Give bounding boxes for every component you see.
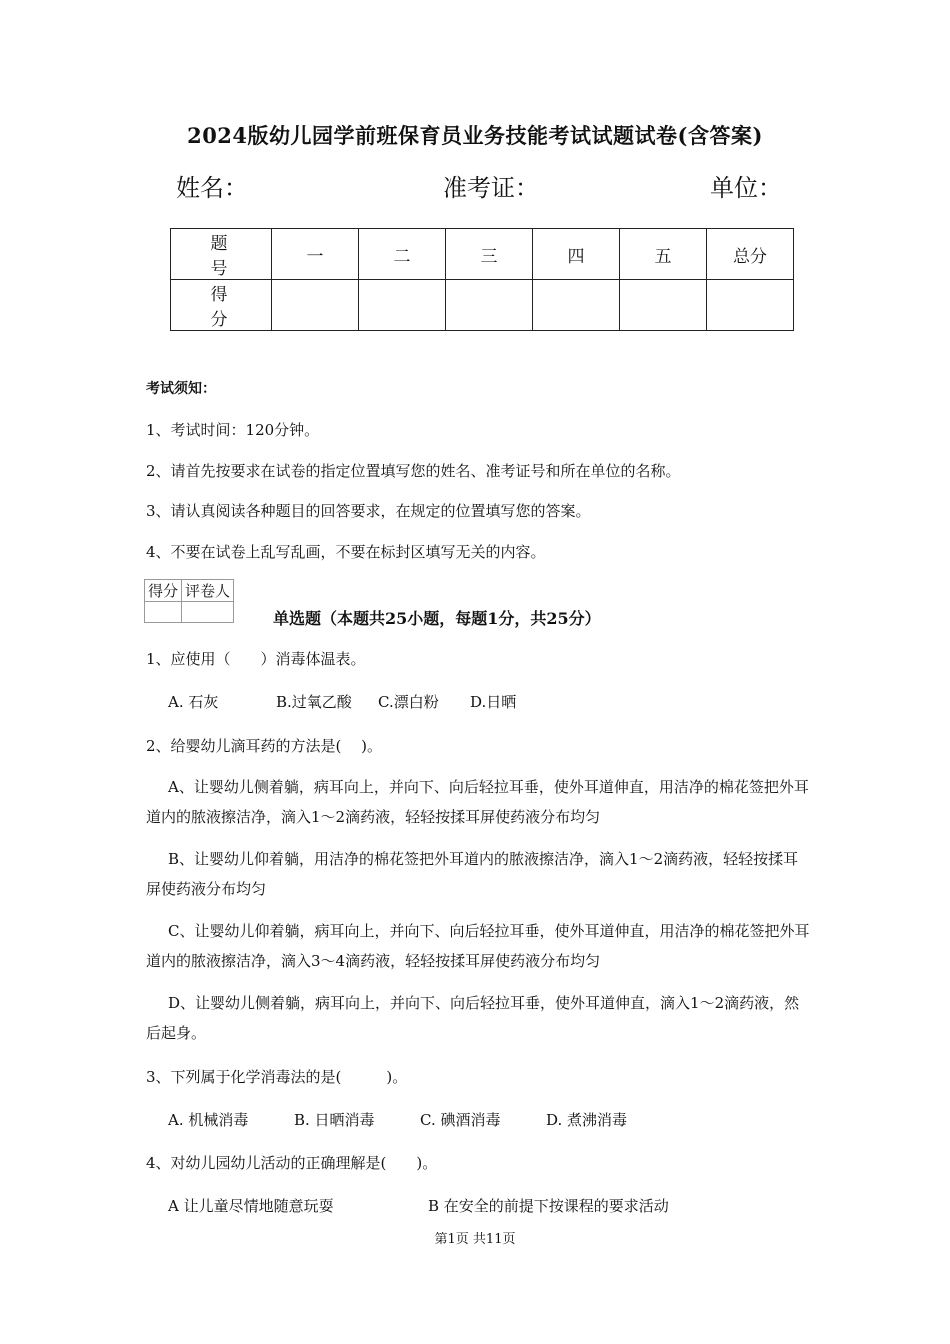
score-header-5: 五 xyxy=(620,229,707,280)
score-header-question-no: 题 号 xyxy=(171,229,272,280)
question-1-option-c: C.漂白粉 xyxy=(378,693,439,711)
score-cell-4[interactable] xyxy=(533,280,620,331)
score-cell-2[interactable] xyxy=(359,280,446,331)
question-1-option-a: A. 石灰 xyxy=(168,693,219,711)
question-2-option-b: B、让婴幼儿仰着躺，用洁净的棉花签把外耳道内的脓液擦洁净，滴入1～2滴药液，轻轻按揉耳屏使药液分布均匀 xyxy=(146,850,799,898)
question-2-option-d: D、让婴幼儿侧着躺，病耳向上，并向下、向后轻拉耳垂，使外耳道伸直，滴入1～2滴药液，然后起身。 xyxy=(146,994,800,1042)
grader-reviewer-label: 评卷人 xyxy=(182,580,234,602)
question-3-option-c: C. 碘酒消毒 xyxy=(420,1111,501,1129)
notice-item: 2、请首先按要求在试卷的指定位置填写您的姓名、准考证号和所在单位的名称。 xyxy=(146,462,681,480)
score-header-2: 二 xyxy=(359,229,446,280)
name-label: 姓名： xyxy=(176,174,248,202)
notice-item: 4、不要在试卷上乱写乱画，不要在标封区填写无关的内容。 xyxy=(146,543,546,561)
score-row-label: 得 分 xyxy=(171,280,272,331)
question-1-stem: 1、应使用（ ）消毒体温表。 xyxy=(146,650,366,668)
question-3-option-b: B. 日晒消毒 xyxy=(294,1111,375,1129)
question-4-option-b: B 在安全的前提下按课程的要求活动 xyxy=(428,1197,669,1215)
score-header-3: 三 xyxy=(446,229,533,280)
score-table-header-row xyxy=(171,229,794,280)
question-2-option-a: A、让婴幼儿侧着躺，病耳向上，并向下、向后轻拉耳垂，使外耳道伸直，用洁净的棉花签把外耳道内的脓液擦洁净，滴入1～2滴药液，轻轻按揉耳屏使药液分布均匀 xyxy=(146,778,809,826)
question-1-option-d: D.日晒 xyxy=(470,693,517,711)
question-3-option-a: A. 机械消毒 xyxy=(168,1111,249,1129)
grader-table xyxy=(144,579,234,623)
score-cell-1[interactable] xyxy=(272,280,359,331)
score-header-4: 四 xyxy=(533,229,620,280)
question-3-stem: 3、下列属于化学消毒法的是( )。 xyxy=(146,1068,408,1086)
score-cell-5[interactable] xyxy=(620,280,707,331)
question-4-option-a: A 让儿童尽情地随意玩耍 xyxy=(168,1197,334,1215)
question-3-option-d: D. 煮沸消毒 xyxy=(546,1111,628,1129)
notice-item: 3、请认真阅读各种题目的回答要求，在规定的位置填写您的答案。 xyxy=(146,502,591,520)
question-2-option-c: C、让婴幼儿仰着躺，病耳向上，并向下、向后轻拉耳垂，使外耳道伸直，用洁净的棉花签把外耳道内的脓液擦洁净，滴入3～4滴药液，轻轻按揉耳屏使药液分布均匀 xyxy=(146,922,810,970)
notice-item: 1、考试时间：120分钟。 xyxy=(146,421,320,439)
question-4-stem: 4、对幼儿园幼儿活动的正确理解是( )。 xyxy=(146,1154,438,1172)
score-cell-total[interactable] xyxy=(707,280,794,331)
question-2-stem: 2、给婴幼儿滴耳药的方法是( )。 xyxy=(146,737,383,755)
score-table xyxy=(170,228,794,331)
score-header-1: 一 xyxy=(272,229,359,280)
score-table-score-row xyxy=(171,280,794,331)
score-cell-3[interactable] xyxy=(446,280,533,331)
unit-label: 单位： xyxy=(710,174,782,202)
score-header-total: 总分 xyxy=(707,229,794,280)
grader-score-cell[interactable] xyxy=(145,602,182,623)
grader-score-label: 得分 xyxy=(145,580,182,602)
page-title: 2024版幼儿园学前班保育员业务技能考试试题试卷(含答案) xyxy=(187,123,763,148)
exam-number-label: 准考证： xyxy=(443,174,539,202)
section-heading: 单选题（本题共25小题，每题1分，共25分） xyxy=(273,609,601,628)
notice-title: 考试须知： xyxy=(146,381,216,397)
question-1-option-b: B.过氧乙酸 xyxy=(276,693,352,711)
page-footer: 第1页 共11页 xyxy=(434,1232,516,1247)
grader-reviewer-cell[interactable] xyxy=(182,602,234,623)
